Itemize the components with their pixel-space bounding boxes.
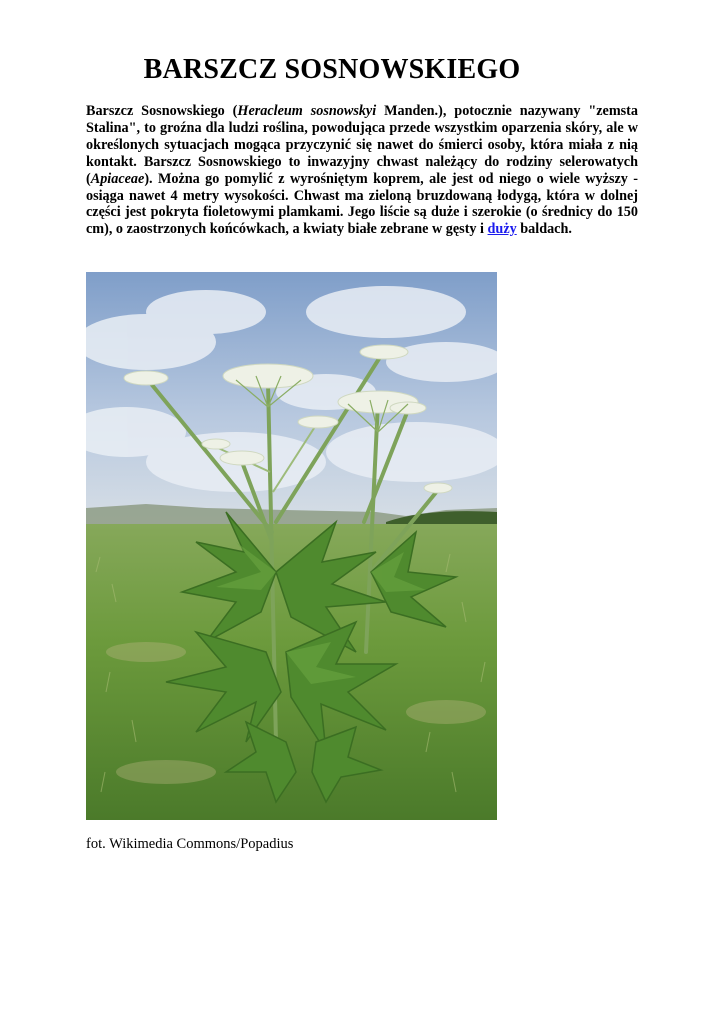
- family-name: Apiaceae: [90, 170, 145, 187]
- article-paragraph: [86, 103, 638, 238]
- paragraph-text: Barszcz Sosnowskiego (: [86, 103, 238, 119]
- paragraph-text: ). Można go pomylić z wyrośniętym koprem, ale jest od niego o wiele wyższy - osiąga nawet 4 metry wysokości. Chwast ma zieloną bruzdowaną łodygą, która w dolnej części jest pokryta fioletowymi plamkami. Jego liście są duże i szerokie (o średnicy do 150 cm), o zaostrzonych końcówkach, a kwiaty białe zebrane w gęsty i: [86, 170, 638, 238]
- photo-caption: fot. Wikimedia Commons/Popadius: [86, 836, 294, 852]
- duzy-link[interactable]: duży: [487, 221, 517, 238]
- page-title: BARSZCZ SOSNOWSKIEGO: [143, 54, 521, 85]
- hogweed-illustration: [86, 272, 497, 820]
- paragraph-text: Manden.), potocznie nazywany "zemsta Stalina", to groźna dla ludzi roślina, powodująca przede wszystkim oparzenia skóry, ale w określonych sytuacjach mogąca przyczynić się nawet do śmierci osoby, która miała z nią kontakt. Barszcz Sosnowskiego to inwazyjny chwast należący do rodziny selerowatych (: [86, 103, 638, 187]
- latin-name: Heracleum sosnowskyi: [237, 103, 377, 119]
- paragraph-text: baldach.: [516, 221, 572, 238]
- hogweed-photo: [86, 272, 497, 820]
